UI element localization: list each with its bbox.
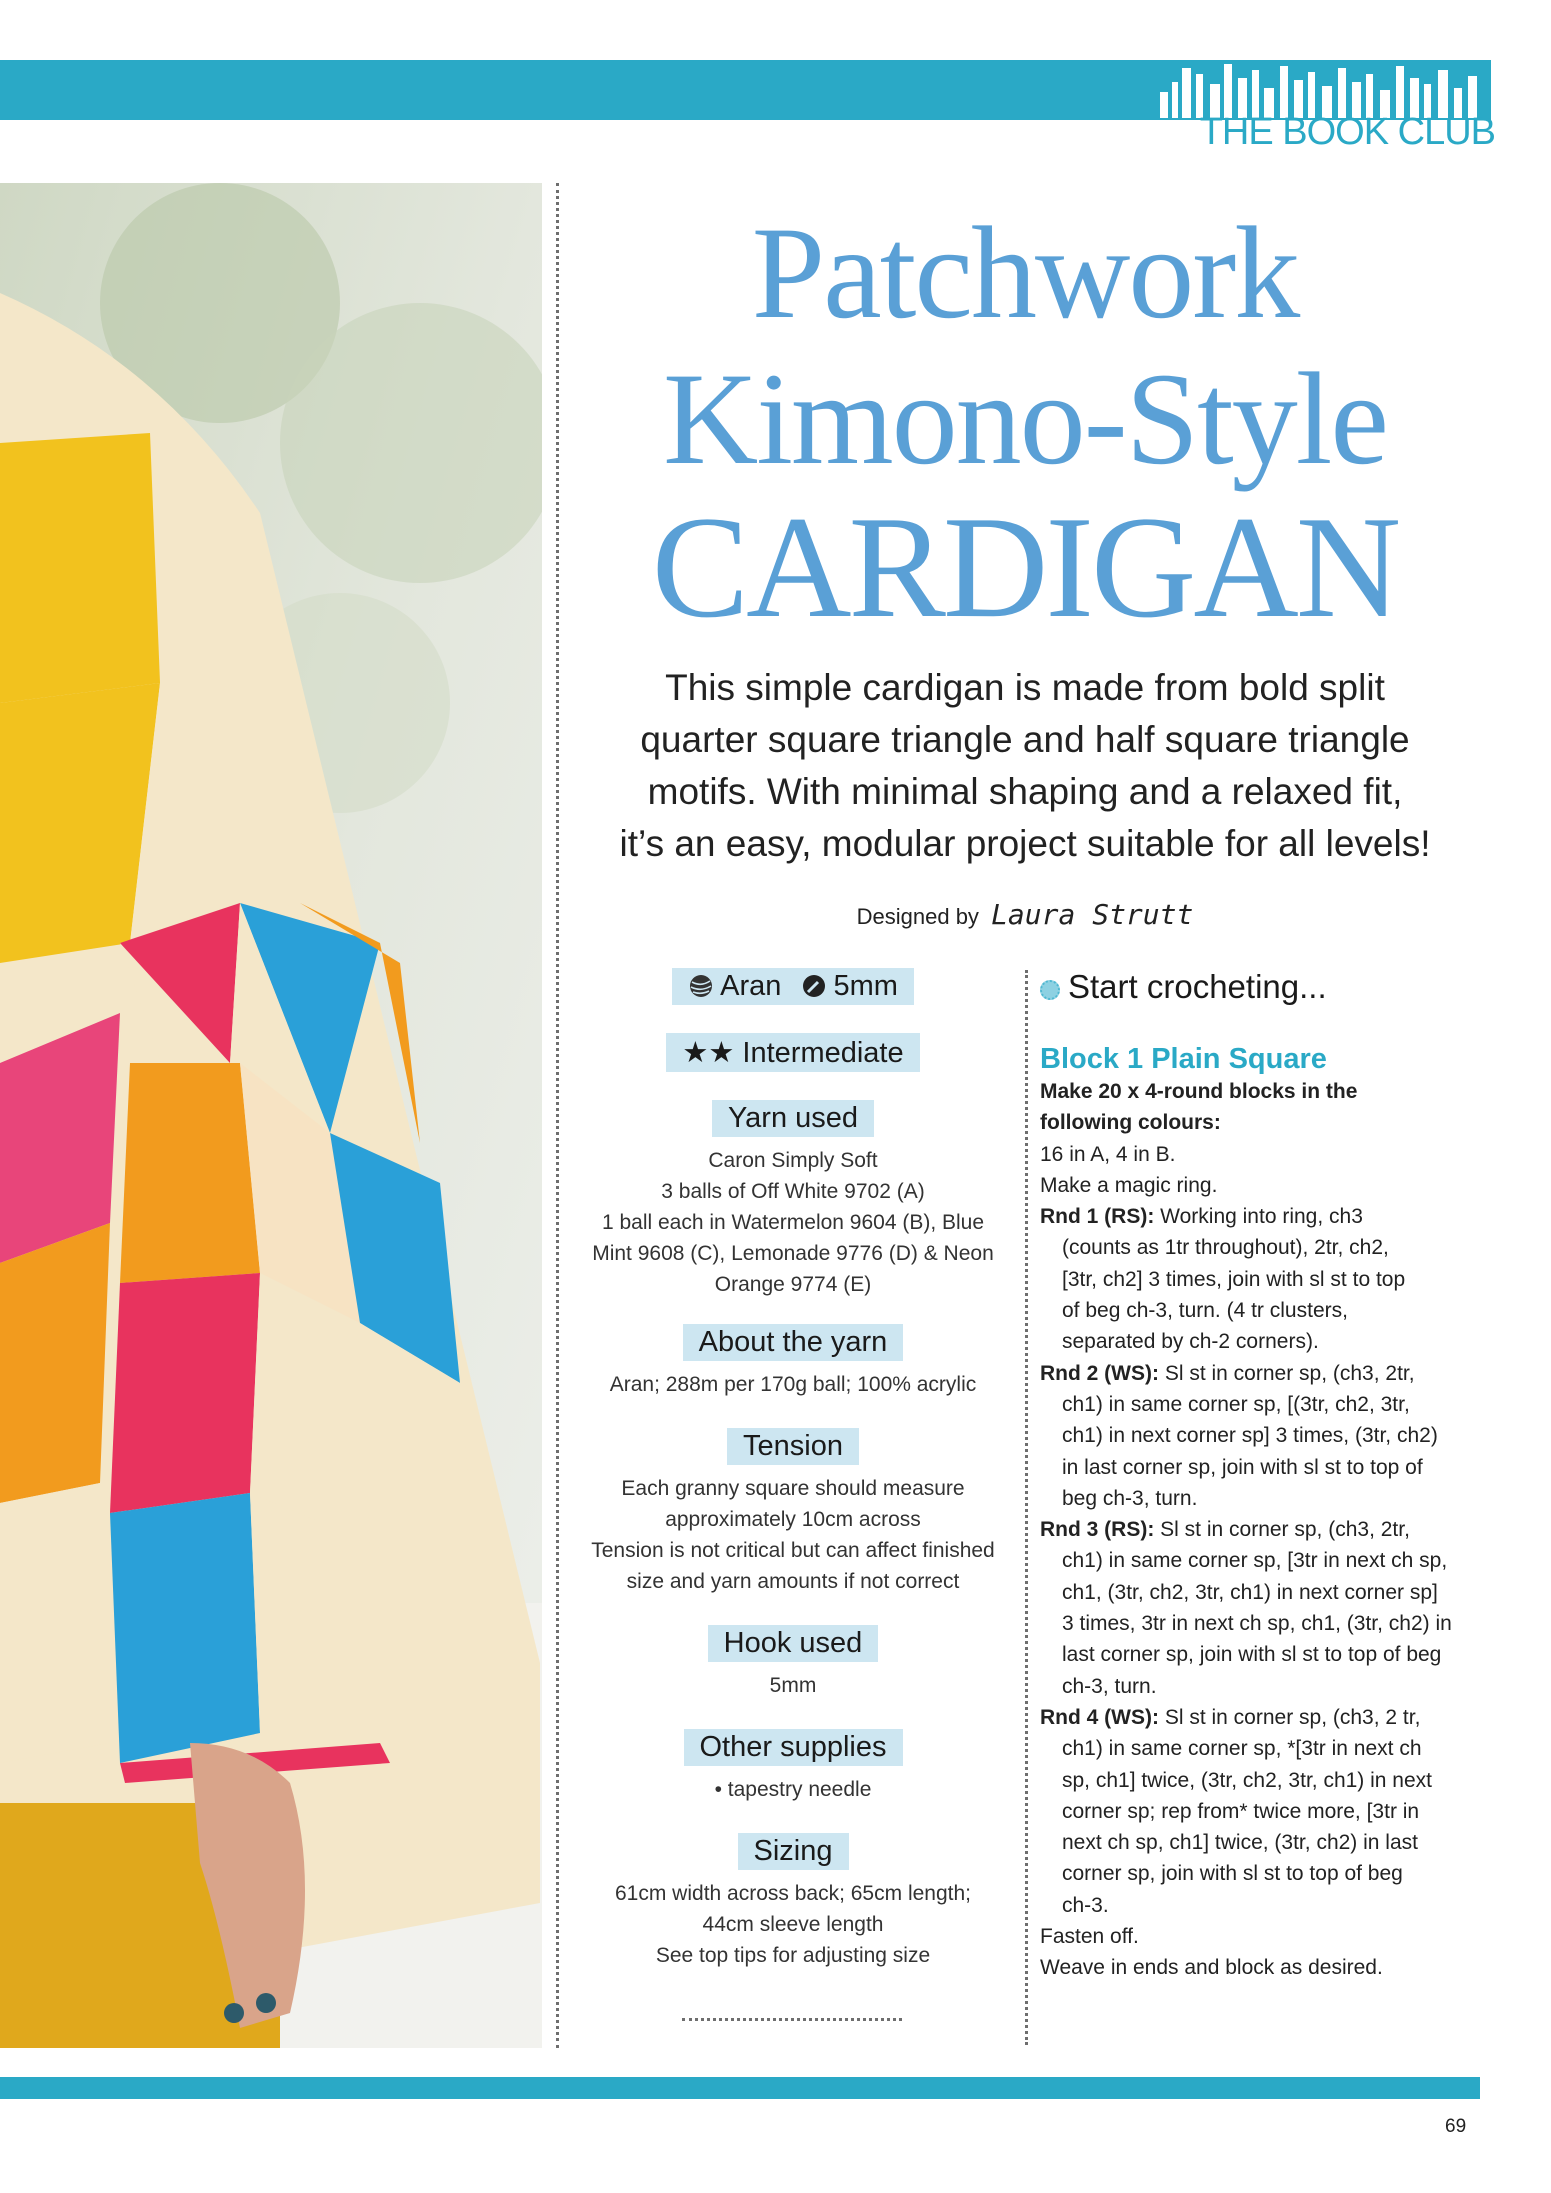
colours-line: 16 in A, 4 in B. <box>1040 1142 1176 1166</box>
tension-heading: Tension <box>727 1428 859 1465</box>
round-1 <box>1040 1201 1490 1357</box>
yarn-ball-icon <box>688 973 714 999</box>
round-4-text: ch-3. <box>1062 1893 1109 1917</box>
hook-used-info <box>568 1670 1018 1701</box>
round-2-text: Sl st in corner sp, (ch3, 2tr, <box>1158 1361 1415 1385</box>
page-number: 69 <box>1445 2116 1467 2137</box>
yarn-line-2: 3 balls of Off White 9702 (A) <box>661 1180 925 1203</box>
start-crocheting-heading <box>1040 968 1490 1006</box>
round-1-text: [3tr, ch2] 3 times, join with sl st to top <box>1062 1267 1406 1291</box>
intro-line-4: it’s an easy, modular project suitable for all levels! <box>619 823 1431 864</box>
logo-text: THE BOOK CLUB <box>1199 111 1495 153</box>
other-supplies-info <box>568 1774 1018 1805</box>
article-title <box>560 199 1490 648</box>
round-4-text: next ch sp, ch1] twice, (3tr, ch2) in last <box>1062 1831 1418 1855</box>
cardigan-photo <box>0 183 542 2048</box>
bottom-banner-bar <box>0 2077 1480 2099</box>
round-4 <box>1040 1702 1490 1921</box>
round-3-text: ch1) in same corner sp, [3tr in next ch sp, <box>1062 1549 1448 1573</box>
title-line-3: CARDIGAN <box>651 486 1399 648</box>
book-club-logo <box>1150 58 1495 158</box>
yarn-used-info <box>568 1145 1018 1300</box>
round-4-text: corner sp; rep from* twice more, [3tr in <box>1062 1799 1420 1823</box>
round-3-text: 3 times, 3tr in next ch sp, ch1, (3tr, ch2) in <box>1062 1612 1452 1636</box>
round-4-text: corner sp, join with sl st to top of beg <box>1062 1862 1403 1886</box>
pattern-specs <box>568 968 1018 1971</box>
fasten-off-line: Fasten off. <box>1040 1925 1139 1949</box>
hook-used-heading: Hook used <box>708 1625 879 1662</box>
round-2-text: ch1) in same corner sp, [(3tr, ch2, 3tr, <box>1062 1392 1410 1416</box>
designer-name: Laura Strutt <box>991 898 1194 931</box>
intro-line-1: This simple cardigan is made from bold split <box>665 667 1385 708</box>
round-3-text: last corner sp, join with sl st to top of beg <box>1062 1643 1442 1667</box>
make-line-1: Make 20 x 4-round blocks in the <box>1040 1080 1358 1103</box>
column-divider-left <box>556 183 559 2048</box>
other-supplies-heading: Other supplies <box>684 1729 903 1766</box>
yarn-weight: Aran <box>720 970 782 1002</box>
weight-hook-tag <box>672 968 914 1005</box>
round-1-text: Working into ring, ch3 <box>1154 1205 1363 1229</box>
yarn-dot-icon <box>1040 980 1060 1000</box>
yarn-used-heading: Yarn used <box>712 1100 874 1137</box>
tension-line-1: Each granny square should measure <box>621 1477 965 1500</box>
tension-line-3: Tension is not critical but can affect finished <box>591 1539 995 1562</box>
about-yarn-line-1: Aran; 288m per 170g ball; 100% acrylic <box>609 1373 977 1396</box>
title-line-2: Kimono-Style <box>663 345 1387 492</box>
round-1-text: (counts as 1tr throughout), 2tr, ch2, <box>1062 1236 1389 1260</box>
intro-text <box>565 662 1485 870</box>
round-3-text: ch-3, turn. <box>1062 1674 1157 1698</box>
sizing-info <box>568 1878 1018 1971</box>
tension-line-2: approximately 10cm across <box>665 1508 921 1531</box>
round-1-text: separated by ch-2 corners). <box>1062 1330 1319 1354</box>
sizing-heading: Sizing <box>738 1833 849 1870</box>
round-3-text: ch1, (3tr, ch2, 3tr, ch1) in next corner sp] <box>1062 1580 1438 1604</box>
hook-size: 5mm <box>833 970 898 1002</box>
instruction-body <box>1040 1076 1490 1984</box>
start-text: Start crocheting... <box>1068 968 1327 1005</box>
yarn-line-3: 1 ball each in Watermelon 9604 (B), Blue <box>601 1211 985 1234</box>
designer-prefix: Designed by <box>856 904 979 929</box>
hook-used-line-1: 5mm <box>769 1674 817 1697</box>
round-1-label: Rnd 1 (RS): <box>1040 1205 1155 1229</box>
specs-end-divider <box>682 2018 902 2021</box>
intro-line-3: motifs. With minimal shaping and a relaxed fit, <box>647 771 1403 812</box>
round-2 <box>1040 1358 1490 1514</box>
round-4-label: Rnd 4 (WS): <box>1040 1705 1159 1729</box>
yarn-line-4: Mint 9608 (C), Lemonade 9776 (D) & Neon <box>592 1242 994 1265</box>
sizing-line-1: 61cm width across back; 65cm length; <box>615 1882 971 1905</box>
sizing-line-2: 44cm sleeve length <box>702 1913 884 1936</box>
pattern-instructions <box>1040 968 1490 1984</box>
yarn-line-1: Caron Simply Soft <box>708 1149 878 1172</box>
column-divider-right <box>1025 970 1028 2045</box>
about-yarn-info <box>568 1369 1018 1400</box>
round-3 <box>1040 1514 1490 1702</box>
intro-line-2: quarter square triangle and half square triangle <box>640 719 1410 760</box>
tension-info <box>568 1473 1018 1597</box>
about-yarn-heading: About the yarn <box>683 1324 904 1361</box>
round-2-label: Rnd 2 (WS): <box>1040 1361 1159 1385</box>
round-1-text: of beg ch-3, turn. (4 tr clusters, <box>1062 1299 1348 1323</box>
magic-ring-line: Make a magic ring. <box>1040 1173 1218 1197</box>
title-line-1: Patchwork <box>751 199 1299 346</box>
round-2-text: ch1) in next corner sp] 3 times, (3tr, ch2) <box>1062 1424 1438 1448</box>
block-title: Block 1 Plain Square <box>1040 1043 1327 1075</box>
skyline-logo-icon <box>1152 62 1492 118</box>
weave-line: Weave in ends and block as desired. <box>1040 1956 1383 1980</box>
make-line-2: following colours: <box>1040 1111 1221 1135</box>
round-4-text: Sl st in corner sp, (ch3, 2 tr, <box>1158 1705 1421 1729</box>
designer-credit <box>565 898 1485 931</box>
sizing-line-3: See top tips for adjusting size <box>655 1944 931 1967</box>
hook-icon <box>801 973 827 999</box>
round-4-text: ch1) in same corner sp, *[3tr in next ch <box>1062 1737 1422 1761</box>
skill-level-tag: ★★ Intermediate <box>666 1033 919 1072</box>
supplies-line-1: • tapestry needle <box>714 1778 872 1801</box>
tension-line-4: size and yarn amounts if not correct <box>626 1570 960 1593</box>
round-3-label: Rnd 3 (RS): <box>1040 1518 1155 1542</box>
yarn-line-5: Orange 9774 (E) <box>714 1273 872 1296</box>
round-2-text: beg ch-3, turn. <box>1062 1486 1198 1510</box>
round-3-text: Sl st in corner sp, (ch3, 2tr, <box>1154 1518 1410 1542</box>
round-2-text: in last corner sp, join with sl st to top of <box>1062 1455 1423 1479</box>
round-4-text: sp, ch1] twice, (3tr, ch2, 3tr, ch1) in next <box>1062 1768 1433 1792</box>
